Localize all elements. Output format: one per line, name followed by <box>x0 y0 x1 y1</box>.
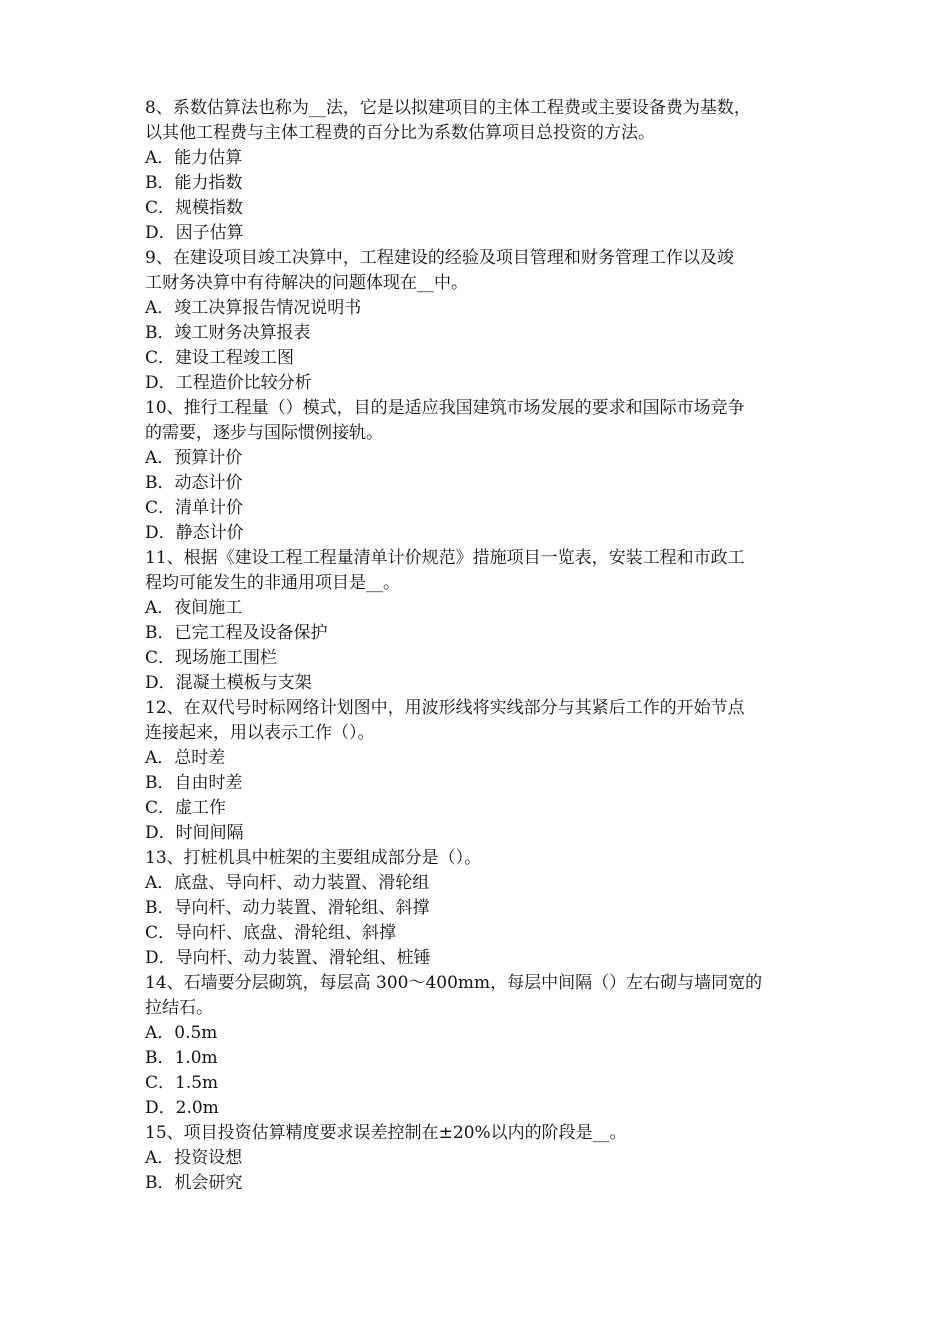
option-d: D．导向杆、动力装置、滑轮组、桩锤 <box>145 948 431 968</box>
option-b: B．机会研究 <box>145 1173 243 1193</box>
question-10 <box>145 396 825 546</box>
option-d: D．混凝土模板与支架 <box>145 673 312 693</box>
option-b: B．1.0m <box>145 1048 218 1068</box>
option-d: D．静态计价 <box>145 523 244 543</box>
option-a: A．总时差 <box>145 748 226 768</box>
question-11 <box>145 546 825 696</box>
question-stem: 10、推行工程量（）模式，目的是适应我国建筑市场发展的要求和国际市场竞争 <box>145 398 745 418</box>
question-stem: 工财务决算中有待解决的问题体现在__中。 <box>145 273 468 293</box>
option-d: D．时间间隔 <box>145 823 244 843</box>
option-d: D．工程造价比较分析 <box>145 373 312 393</box>
option-c: C．导向杆、底盘、滑轮组、斜撑 <box>145 923 397 943</box>
option-b: B．动态计价 <box>145 473 243 493</box>
question-9 <box>145 246 825 396</box>
option-c: C．规模指数 <box>145 198 244 218</box>
option-a: A．底盘、导向杆、动力装置、滑轮组 <box>145 873 430 893</box>
option-a: A．投资设想 <box>145 1148 243 1168</box>
option-b: B．已完工程及设备保护 <box>145 623 328 643</box>
question-stem: 8、系数估算法也称为__法，它是以拟建项目的主体工程费或主要设备费为基数， <box>145 98 751 118</box>
option-a: A．夜间施工 <box>145 598 243 618</box>
question-stem: 以其他工程费与主体工程费的百分比为系数估算项目总投资的方法。 <box>145 123 655 143</box>
question-stem: 的需要，逐步与国际惯例接轨。 <box>145 423 383 443</box>
option-c: C．建设工程竣工图 <box>145 348 295 368</box>
option-a: A．0.5m <box>145 1023 218 1043</box>
question-stem: 14、石墙要分层砌筑，每层高 300～400mm，每层中间隔（）左右砌与墙同宽的 <box>145 973 763 993</box>
question-stem: 拉结石。 <box>145 998 213 1018</box>
option-a: A．能力估算 <box>145 148 243 168</box>
option-c: C．1.5m <box>145 1073 219 1093</box>
question-stem: 13、打桩机具中桩架的主要组成部分是（）。 <box>145 848 482 868</box>
question-stem: 连接起来，用以表示工作（）。 <box>145 723 375 743</box>
question-stem: 15、项目投资估算精度要求误差控制在±20%以内的阶段是__。 <box>145 1123 627 1143</box>
question-14 <box>145 971 825 1121</box>
question-stem: 12、在双代号时标网络计划图中，用波形线将实线部分与其紧后工作的开始节点 <box>145 698 745 718</box>
option-d: D．2.0m <box>145 1098 219 1118</box>
option-b: B．竣工财务决算报表 <box>145 323 311 343</box>
question-13 <box>145 846 825 971</box>
question-stem: 9、在建设项目竣工决算中，工程建设的经验及项目管理和财务管理工作以及竣 <box>145 248 734 268</box>
question-stem: 11、根据《建设工程工程量清单计价规范》措施项目一览表，安装工程和市政工 <box>145 548 745 568</box>
question-stem: 程均可能发生的非通用项目是__。 <box>145 573 400 593</box>
option-c: C．现场施工围栏 <box>145 648 278 668</box>
option-b: B．自由时差 <box>145 773 243 793</box>
option-c: C．虚工作 <box>145 798 227 818</box>
option-a: A．竣工决算报告情况说明书 <box>145 298 362 318</box>
question-8 <box>145 96 825 246</box>
question-list <box>145 96 825 1196</box>
option-a: A．预算计价 <box>145 448 243 468</box>
option-b: B．导向杆、动力装置、滑轮组、斜撑 <box>145 898 430 918</box>
option-b: B．能力指数 <box>145 173 243 193</box>
option-c: C．清单计价 <box>145 498 244 518</box>
option-d: D．因子估算 <box>145 223 244 243</box>
question-15 <box>145 1121 825 1196</box>
question-12 <box>145 696 825 846</box>
